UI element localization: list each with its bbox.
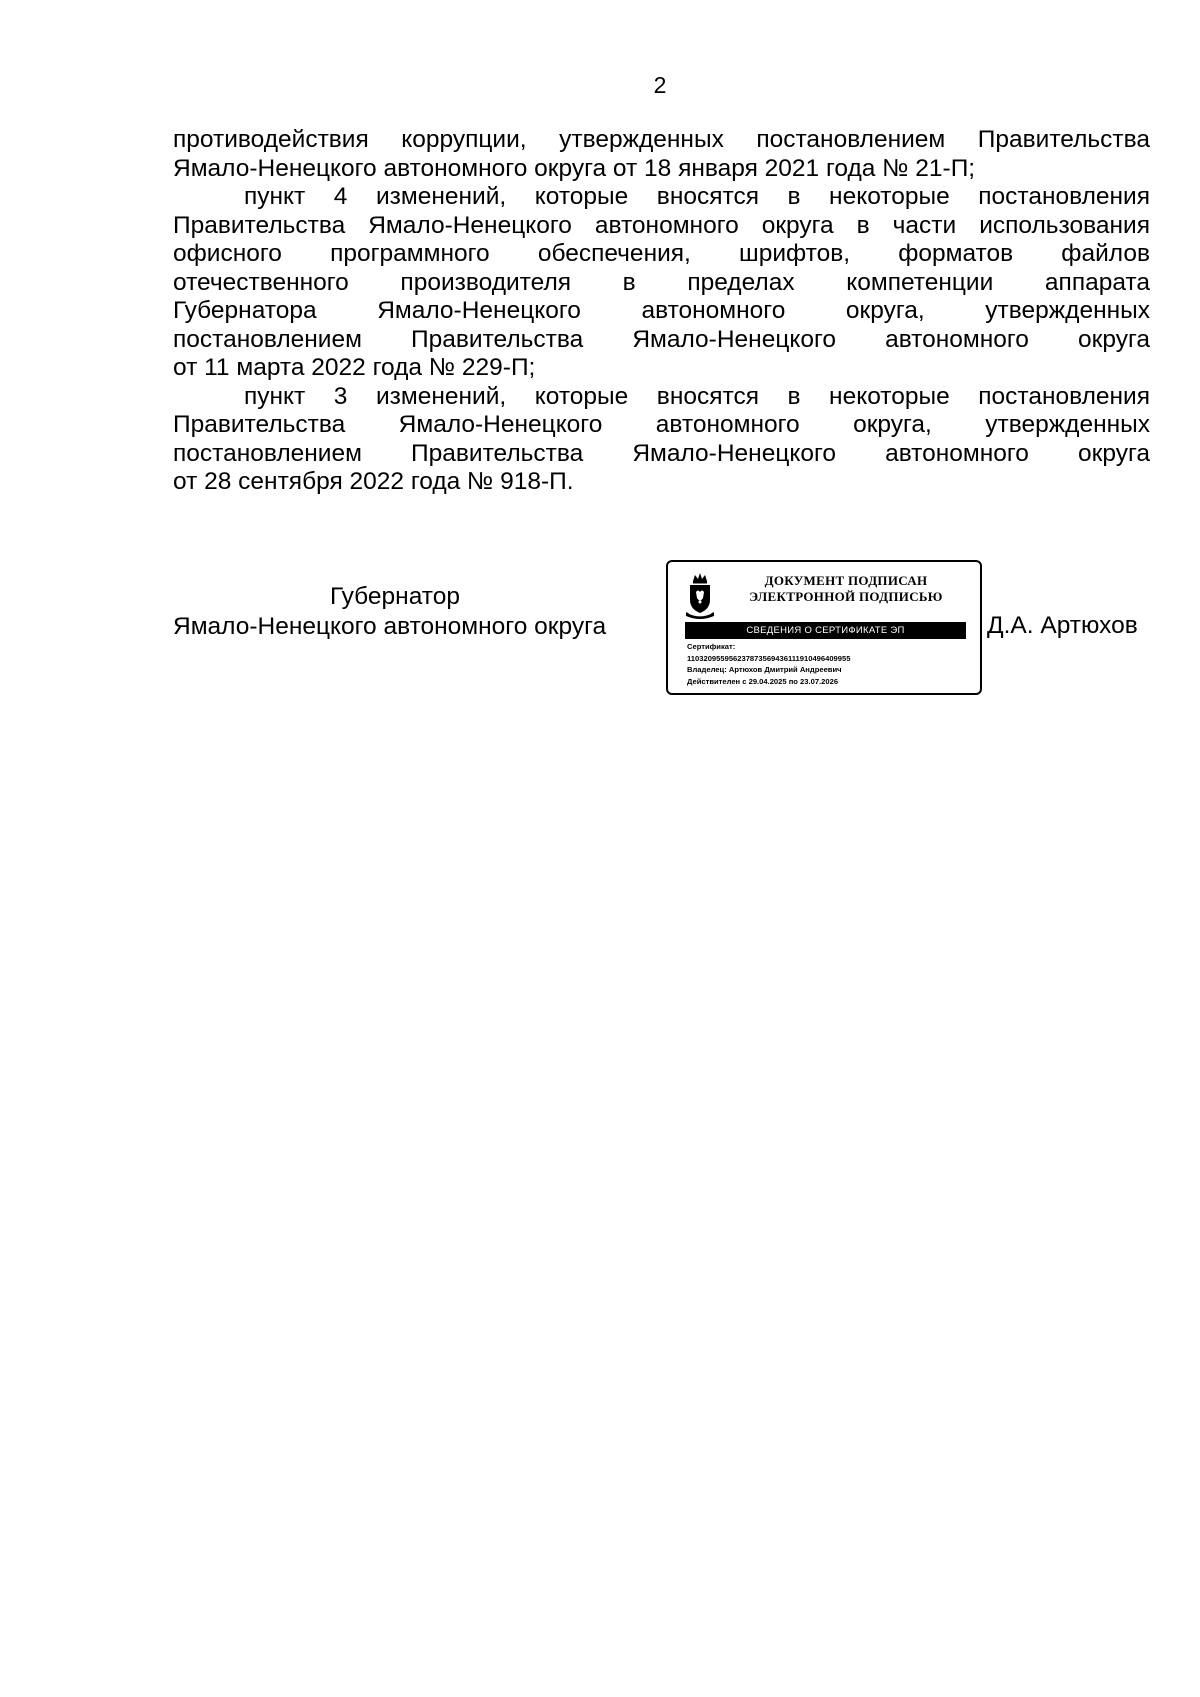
signatory-position: Губернатор (330, 583, 460, 610)
text-line: Губернатора Ямало-Ненецкого автономного округа, утвержденных (173, 297, 1150, 324)
text-line: от 28 сентября 2022 года № 918-П. (173, 468, 574, 495)
text-line: от 11 марта 2022 года № 229-П; (173, 354, 536, 381)
page-number: 2 (653, 72, 667, 98)
text-line: постановлением Правительства Ямало-Ненецкого автономного округа (173, 325, 1150, 353)
text-line: офисного программного обеспечения, шрифтов, форматов файлов (173, 240, 1150, 267)
text-line: пункт 3 изменений, которые вносятся в некоторые постановления (244, 382, 1150, 410)
text-line: отечественного производителя в пределах компетенции аппарата (173, 268, 1150, 296)
document-body (173, 126, 1150, 497)
certificate-validity: Действителен с 29.04.2025 по 23.07.2026 (687, 676, 839, 686)
certificate-info-bar: СВЕДЕНИЯ О СЕРТИФИКАТЕ ЭП (685, 622, 966, 639)
paragraph-3 (173, 383, 1150, 497)
stamp-heading (726, 573, 966, 605)
signatory-name: Д.А. Артюхов (987, 612, 1138, 639)
certificate-details (687, 641, 850, 687)
certificate-number: 110320955956237873569436111910496409955 (687, 653, 851, 663)
electronic-signature-stamp (666, 560, 982, 695)
text-line: противодействия коррупции, утвержденных постановлением Правительства (173, 126, 1150, 153)
stamp-heading-line: ЭЛЕКТРОННОЙ ПОДПИСЬЮ (749, 589, 943, 604)
text-line: Правительства Ямало-Ненецкого автономного округа, утвержденных (173, 411, 1150, 438)
text-line: Правительства Ямало-Ненецкого автономного округа в части использования (173, 211, 1150, 239)
certificate-owner: Владелец: Артюхов Дмитрий Андреевич (687, 665, 842, 674)
text-line: пункт 4 изменений, которые вносятся в некоторые постановления (244, 183, 1150, 210)
yanao-coat-of-arms-icon (683, 572, 717, 620)
text-line: постановлением Правительства Ямало-Ненецкого автономного округа (173, 439, 1150, 467)
certificate-label: Сертификат: (687, 642, 736, 651)
text-line: Ямало-Ненецкого автономного округа от 18 января 2021 года № 21-П; (173, 154, 976, 182)
paragraph-2 (173, 183, 1150, 383)
stamp-heading-line: ДОКУМЕНТ ПОДПИСАН (764, 573, 928, 588)
paragraph-1 (173, 126, 1150, 183)
signatory-region: Ямало-Ненецкого автономного округа (173, 613, 607, 640)
